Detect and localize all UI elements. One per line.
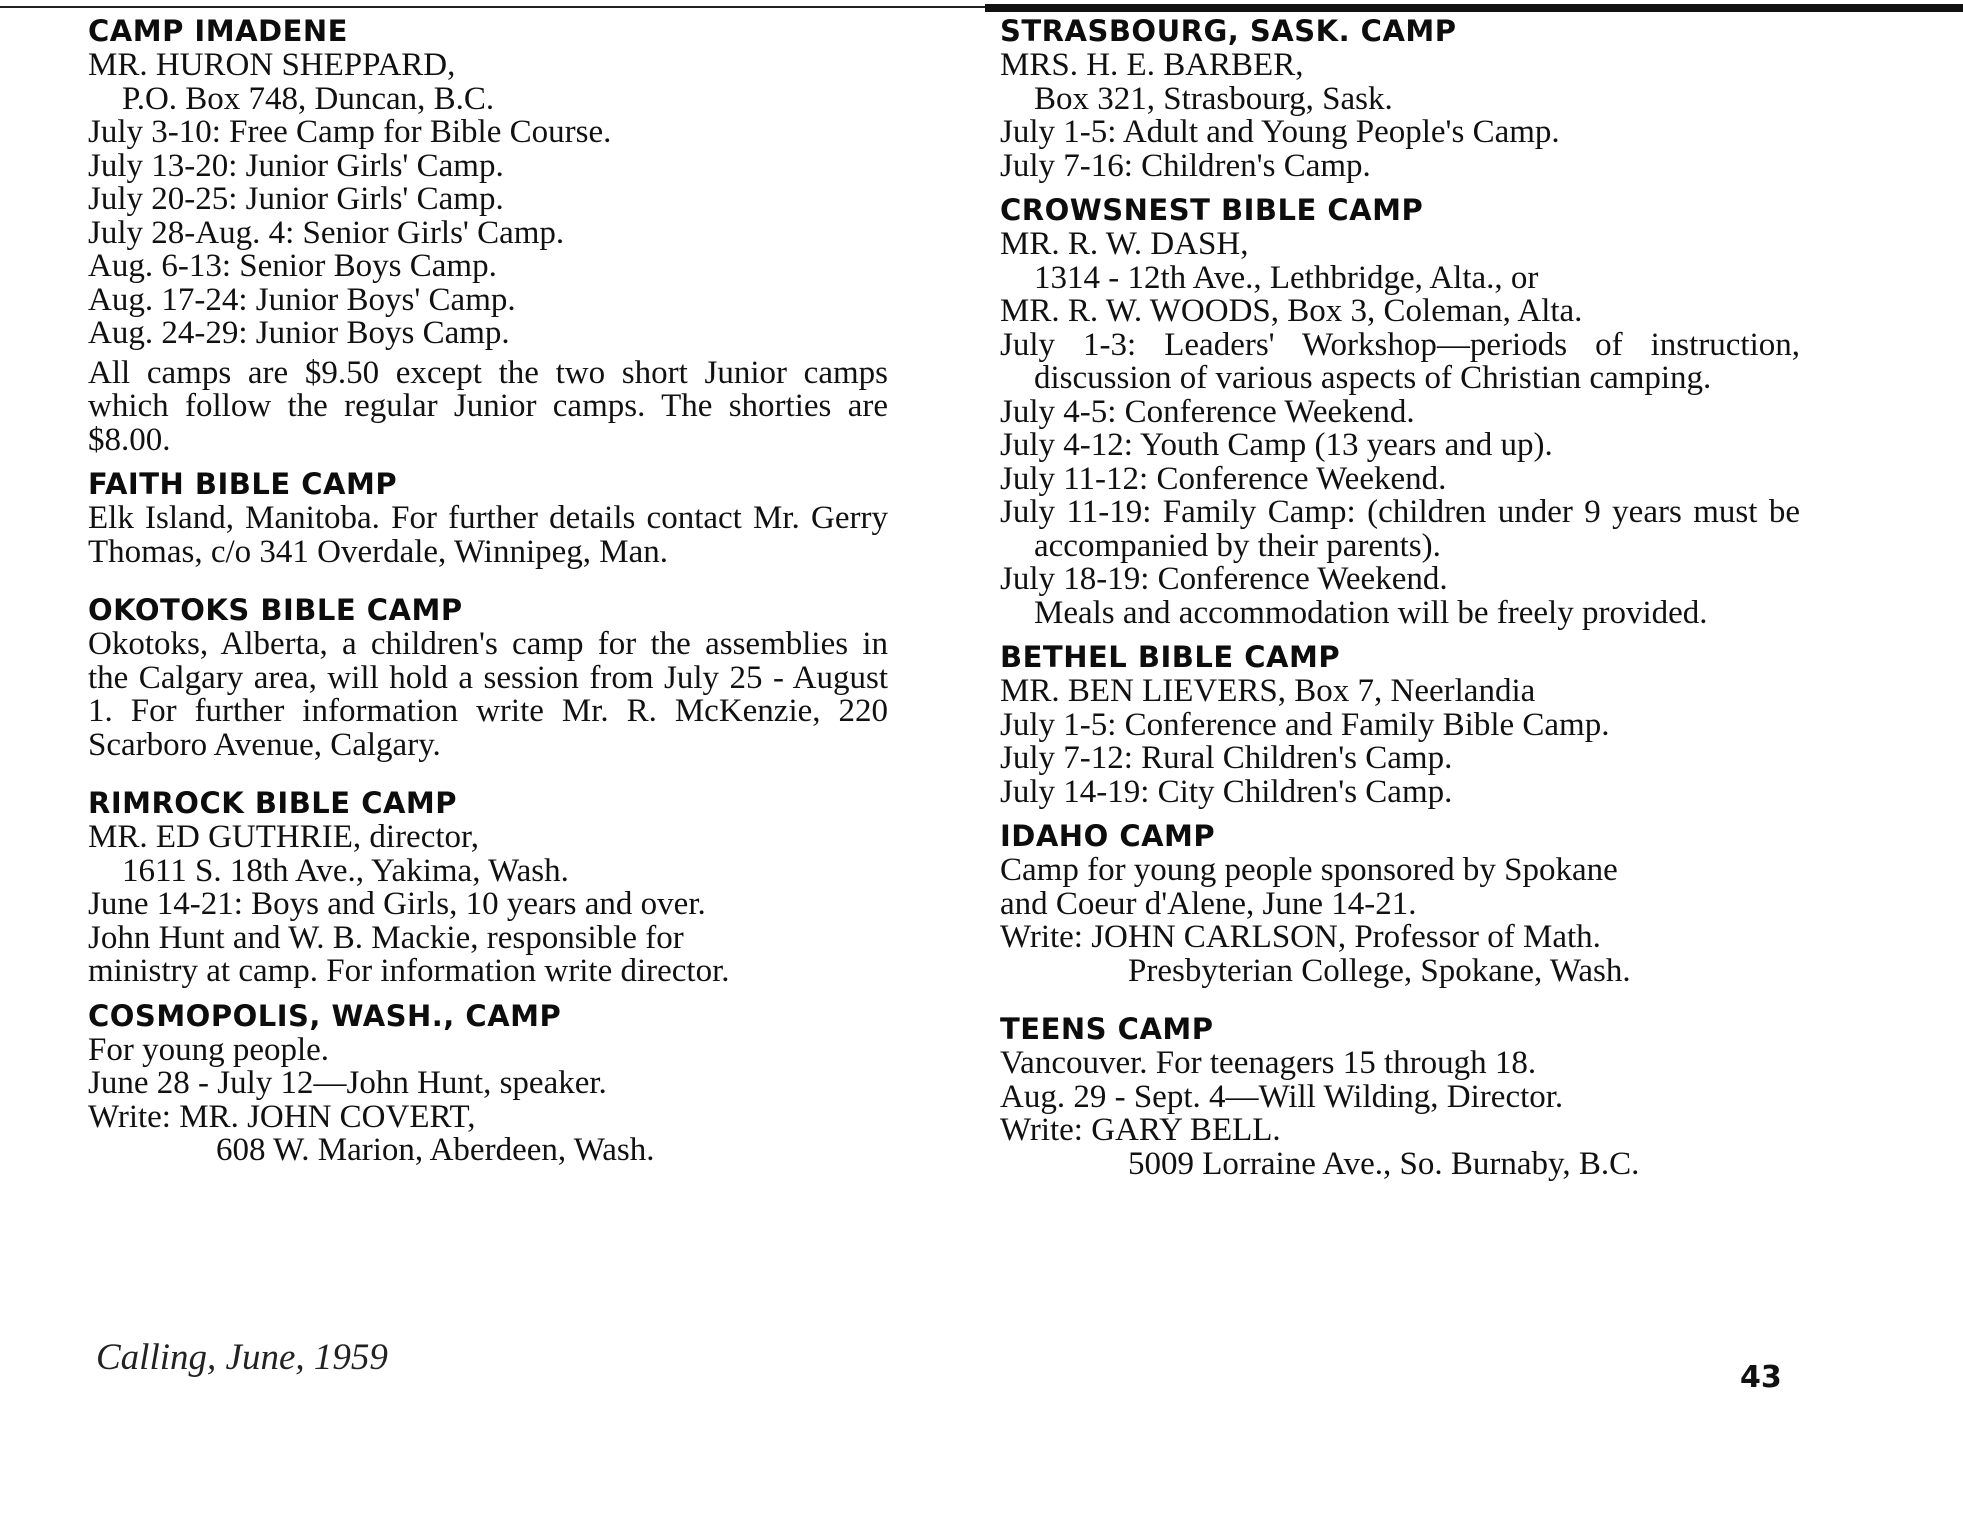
- ministry-line: ministry at camp. For information write director.: [88, 953, 730, 989]
- camp-heading: RIMROCK BIBLE CAMP: [88, 786, 458, 820]
- schedule-line: July 20-25: Junior Girls' Camp.: [88, 181, 504, 217]
- faith-bible-camp-entry: [88, 467, 888, 569]
- publication-footer: Calling, June, 1959: [96, 1337, 388, 1378]
- camp-heading: OKOTOKS BIBLE CAMP: [88, 593, 463, 627]
- top-rule: [0, 6, 985, 8]
- schedule-line: July 4-5: Conference Weekend.: [1000, 393, 1415, 430]
- camp-heading: CROWSNEST BIBLE CAMP: [1000, 193, 1424, 227]
- schedule-line: July 18-19: Conference Weekend.: [1000, 561, 1448, 597]
- camp-heading: STRASBOURG, SASK. CAMP: [1000, 14, 1457, 48]
- schedule-line: Aug. 6-13: Senior Boys Camp.: [88, 248, 497, 284]
- address-line: Box 321, Strasbourg, Sask.: [1034, 80, 1393, 117]
- schedule-line: July 11-19: Family Camp: (children under 9 years must be accompanied by their parents).: [1000, 494, 1800, 564]
- okotoks-bible-camp-entry: [88, 593, 888, 762]
- schedule-line: July 3-10: Free Camp for Bible Course.: [88, 114, 612, 150]
- right-column: [1000, 14, 1800, 1191]
- write-line: Write: JOHN CARLSON, Professor of Math.: [1000, 919, 1601, 955]
- strasbourg-camp-entry: [1000, 14, 1800, 183]
- schedule-line: July 1-5: Adult and Young People's Camp.: [1000, 114, 1560, 150]
- left-column: [88, 14, 888, 1178]
- schedule-line: July 28-Aug. 4: Senior Girls' Camp.: [88, 214, 565, 251]
- address-line: 1314 - 12th Ave., Lethbridge, Alta., or: [1034, 259, 1539, 296]
- schedule-line: Aug. 24-29: Junior Boys Camp.: [88, 315, 510, 351]
- camp-description: Okotoks, Alberta, a children's camp for the assemblies in the Calgary area, will hold a session from July 25 - August 1. For further information write Mr. R. McKenzie, 220 Scarboro Avenue, Calgary.: [88, 626, 888, 763]
- schedule-line: July 14-19: City Children's Camp.: [1000, 773, 1453, 810]
- ministry-line: John Hunt and W. B. Mackie, responsible for: [88, 919, 684, 956]
- schedule-line: Aug. 17-24: Junior Boys' Camp.: [88, 281, 516, 318]
- schedule-line: July 7-16: Children's Camp.: [1000, 147, 1371, 184]
- write-line: Write: MR. JOHN COVERT,: [88, 1098, 476, 1135]
- description-line: and Coeur d'Alene, June 14-21.: [1000, 885, 1417, 922]
- crowsnest-bible-camp-entry: [1000, 193, 1800, 630]
- idaho-camp-entry: [1000, 819, 1800, 988]
- contact-line: MR. R. W. WOODS, Box 3, Coleman, Alta.: [1000, 293, 1583, 329]
- schedule-line: June 14-21: Boys and Girls, 10 years and over.: [88, 886, 706, 922]
- bethel-bible-camp-entry: [1000, 640, 1800, 809]
- meals-note: Meals and accommodation will be freely provided.: [1034, 594, 1708, 631]
- camp-heading: COSMOPOLIS, WASH., CAMP: [88, 998, 562, 1033]
- schedule-line: July 4-12: Youth Camp (13 years and up).: [1000, 427, 1553, 463]
- camp-heading: BETHEL BIBLE CAMP: [1000, 640, 1341, 674]
- write-line: Write: GARY BELL.: [1000, 1112, 1281, 1148]
- page-number: 43: [1740, 1360, 1782, 1395]
- schedule-line: July 13-20: Junior Girls' Camp.: [88, 147, 504, 184]
- camp-heading: CAMP IMADENE: [88, 14, 348, 48]
- rimrock-bible-camp-entry: [88, 786, 888, 989]
- camp-imadene-entry: [88, 14, 888, 457]
- schedule-line: Aug. 29 - Sept. 4—Will Wilding, Director.: [1000, 1078, 1564, 1115]
- contact-line: MR. ED GUTHRIE, director,: [88, 819, 479, 855]
- schedule-line: July 11-12: Conference Weekend.: [1000, 460, 1447, 497]
- price-note: All camps are $9.50 except the two short Junior camps which follow the regular Junior camps. The shorties are $8.00.: [88, 354, 888, 458]
- description-line: Vancouver. For teenagers 15 through 18.: [1000, 1045, 1537, 1081]
- address-line: Presbyterian College, Spokane, Wash.: [1128, 952, 1631, 989]
- schedule-line: July 1-3: Leaders' Workshop—periods of instruction, discussion of various aspects of Christian camping.: [1000, 326, 1800, 396]
- schedule-line: July 1-5: Conference and Family Bible Camp.: [1000, 706, 1610, 743]
- cosmopolis-camp-entry: [88, 999, 888, 1168]
- address-line: 5009 Lorraine Ave., So. Burnaby, B.C.: [1128, 1145, 1640, 1182]
- camp-heading: FAITH BIBLE CAMP: [88, 467, 398, 501]
- camp-heading: TEENS CAMP: [1000, 1012, 1214, 1046]
- contact-line: MRS. H. E. BARBER,: [1000, 47, 1304, 83]
- camp-description: Elk Island, Manitoba. For further details contact Mr. Gerry Thomas, c/o 341 Overdale, Winnipeg, Man.: [88, 500, 888, 570]
- address-line: 608 W. Marion, Aberdeen, Wash.: [216, 1132, 655, 1168]
- description-line: Camp for young people sponsored by Spokane: [1000, 852, 1618, 888]
- teens-camp-entry: [1000, 1012, 1800, 1181]
- contact-line: MR. R. W. DASH,: [1000, 226, 1249, 262]
- schedule-line: June 28 - July 12—John Hunt, speaker.: [88, 1065, 607, 1101]
- address-line: P.O. Box 748, Duncan, B.C.: [122, 80, 495, 117]
- address-line: 1611 S. 18th Ave., Yakima, Wash.: [122, 852, 569, 889]
- schedule-line: July 7-12: Rural Children's Camp.: [1000, 740, 1453, 776]
- camp-heading: IDAHO CAMP: [1000, 819, 1216, 853]
- contact-line: MR. HURON SHEPPARD,: [88, 47, 456, 83]
- contact-line: MR. BEN LIEVERS, Box 7, Neerlandia: [1000, 673, 1536, 709]
- top-rule-heavy: [985, 4, 1963, 12]
- description-line: For young people.: [88, 1031, 330, 1068]
